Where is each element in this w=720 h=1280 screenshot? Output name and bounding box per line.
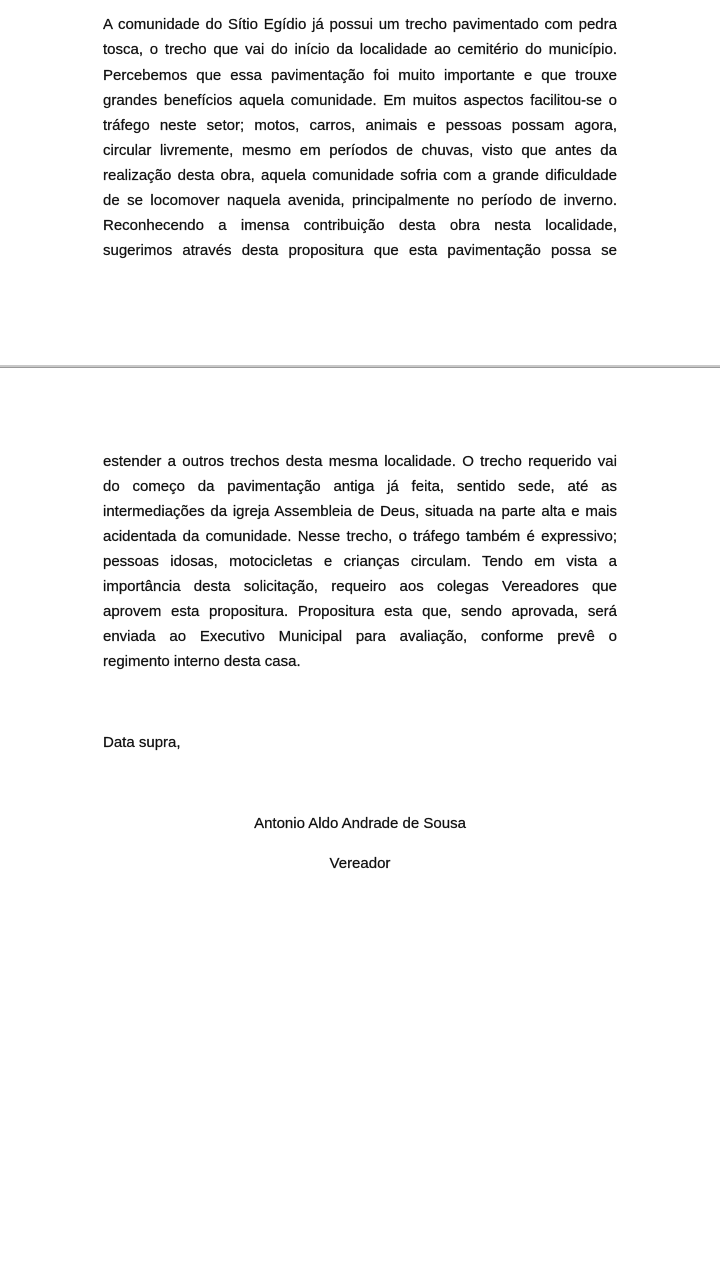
paragraph-line: realização desta obra, aquela comunidade sofria com a grande dificuldade [103, 167, 617, 184]
paragraph-line: pessoas idosas, motocicletas e crianças circulam. Tendo em vista a [103, 553, 617, 570]
paragraph-line: estender a outros trechos desta mesma localidade. O trecho requerido vai [103, 453, 617, 470]
closing-date: Data supra, [103, 734, 181, 751]
paragraph-line: grandes benefícios aquela comunidade. Em muitos aspectos facilitou-se o [103, 92, 617, 109]
paragraph-line: Reconhecendo a imensa contribuição desta obra nesta localidade, [103, 217, 617, 234]
document-page-top [0, 0, 720, 366]
signature-title: Vereador [329, 855, 391, 872]
paragraph-line: sugerimos através desta propositura que esta pavimentação possa se [103, 242, 617, 259]
paragraph-line: importância desta solicitação, requeiro aos colegas Vereadores que [103, 578, 617, 595]
paragraph-line: do começo da pavimentação antiga já feita, sentido sede, até as [103, 478, 617, 495]
paragraph-line: intermediações da igreja Assembleia de Deus, situada na parte alta e mais [103, 503, 617, 520]
paragraph-line: aprovem esta propositura. Propositura esta que, sendo aprovada, será [103, 603, 617, 620]
paragraph-line: regimento interno desta casa. [103, 653, 301, 670]
paragraph-line: A comunidade do Sítio Egídio já possui um trecho pavimentado com pedra [103, 16, 617, 33]
page-break-divider [0, 365, 720, 368]
paragraph-line: circular livremente, mesmo em períodos de chuvas, visto que antes da [103, 142, 617, 159]
paragraph-line: de se locomover naquela avenida, principalmente no período de inverno. [103, 192, 617, 209]
document-page-bottom [0, 369, 720, 1280]
signature-name: Antonio Aldo Andrade de Sousa [254, 815, 466, 832]
paragraph-line: acidentada da comunidade. Nesse trecho, o tráfego também é expressivo; [103, 528, 617, 545]
paragraph-line: tráfego neste setor; motos, carros, animais e pessoas possam agora, [103, 117, 617, 134]
paragraph-line: Percebemos que essa pavimentação foi muito importante e que trouxe [103, 67, 617, 84]
paragraph-line: enviada ao Executivo Municipal para avaliação, conforme prevê o [103, 628, 617, 645]
paragraph-line: tosca, o trecho que vai do início da localidade ao cemitério do município. [103, 41, 617, 58]
